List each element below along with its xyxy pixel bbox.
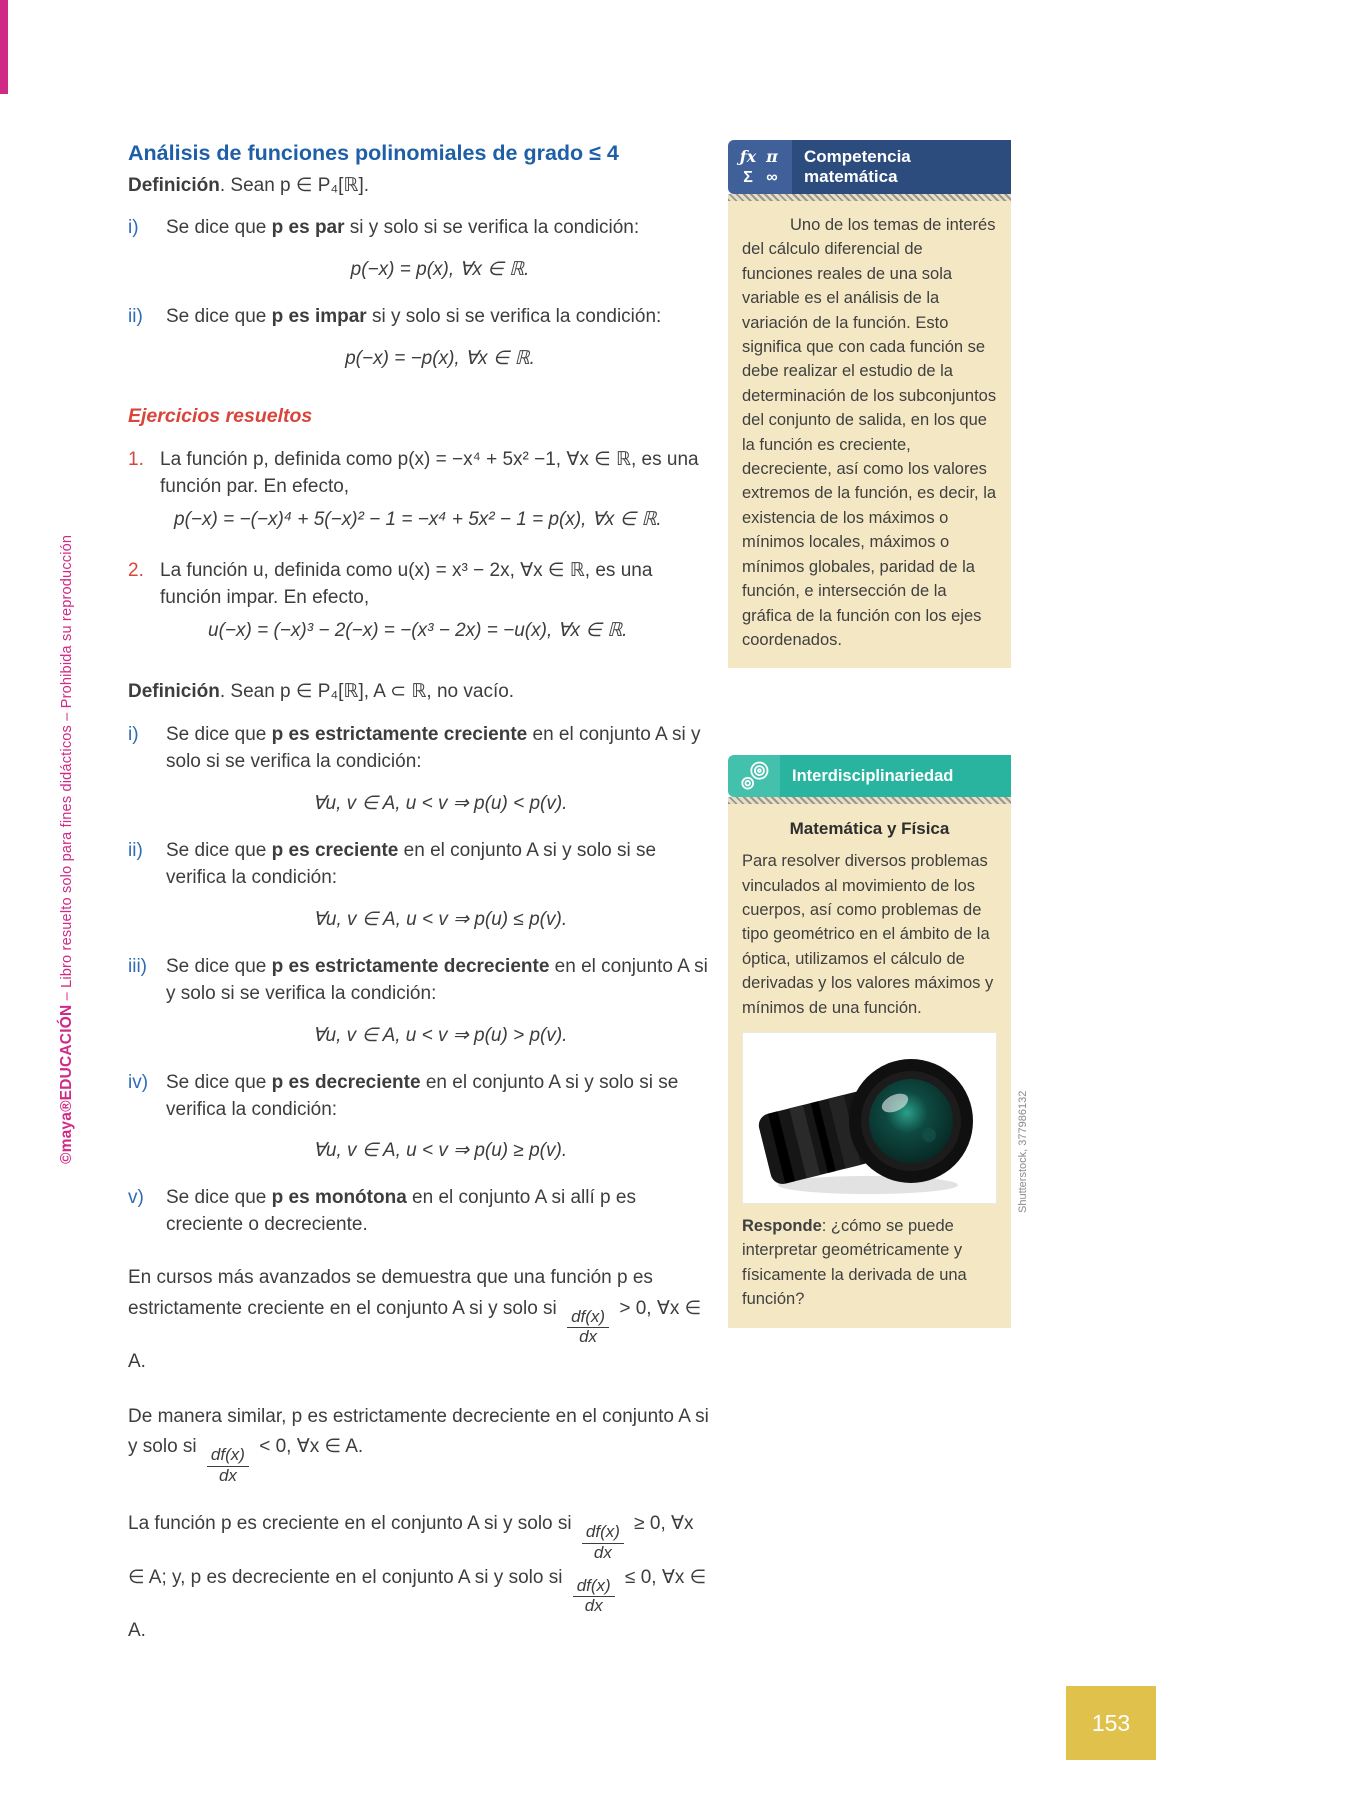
derivative-fraction — [567, 1308, 609, 1347]
list-item-monotony-iii — [128, 954, 714, 1054]
hatch-strip — [728, 797, 1011, 804]
bold-segment: p es creciente — [271, 839, 399, 861]
formula: ∀u, v ∈ A, u < v ⇒ p(u) > p(v). — [312, 1024, 568, 1046]
responde-paragraph — [742, 1214, 997, 1312]
item-text — [166, 722, 714, 776]
item-text — [166, 215, 714, 242]
exercises-heading: Ejercicios resueltos — [128, 405, 313, 428]
item-text — [166, 304, 714, 331]
copyright-sidenote — [58, 535, 76, 1164]
text-segment: Se dice que — [166, 306, 272, 328]
closing-paragraph-3 — [128, 1509, 714, 1646]
formula: p(−x) = −(−x)⁴ + 5(−x)² − 1 = −x⁴ + 5x² − 1 = p(x), ∀x ∈ ℝ. — [174, 508, 662, 530]
item-marker: i) — [128, 217, 139, 239]
interdisciplinariedad-header — [728, 755, 1011, 797]
text-segment: Se dice que — [166, 1187, 272, 1209]
list-item-monotony-v — [128, 1185, 714, 1239]
definition-text: . Sean p ∈ P₄[ℝ]. — [219, 174, 370, 196]
text-segment: en el conjunto A si allí p es creciente o decreciente. — [166, 1187, 636, 1236]
definition-label: Definición — [128, 174, 220, 196]
competencia-title — [792, 140, 1011, 194]
math-symbols-icon — [728, 140, 792, 194]
text-segment: En cursos más avanzados se demuestra que una función p es estrictamente creciente en el conjunto A si y solo si — [128, 1267, 653, 1319]
item-marker: i) — [128, 723, 139, 745]
list-item-monotony-i — [128, 722, 714, 822]
page-number: 153 — [1091, 1709, 1131, 1736]
exercise-number: 2. — [128, 559, 144, 581]
definition-1 — [128, 173, 714, 200]
copyright-text: – Libro resuelto solo para fines didácticos – Prohibida su reproducción — [59, 534, 75, 1005]
fraction-numerator: df(x) — [573, 1577, 615, 1598]
text-segment: Se dice que — [166, 723, 272, 745]
item-body — [166, 954, 714, 1054]
formula: ∀u, v ∈ A, u < v ⇒ p(u) ≥ p(v). — [312, 1140, 568, 1162]
exercise-number: 1. — [128, 449, 144, 471]
fraction-numerator: df(x) — [582, 1523, 624, 1544]
item-body — [166, 1185, 714, 1239]
interdisciplinariedad-title — [780, 755, 1011, 797]
exercise-1 — [128, 447, 714, 542]
item-text — [166, 1185, 714, 1239]
text-segment: Se dice que — [166, 955, 272, 977]
text-segment: La función p es creciente en el conjunto A si y solo si — [128, 1513, 577, 1535]
bold-segment: p es impar — [271, 306, 367, 328]
competencia-body — [728, 201, 1011, 668]
derivative-fraction — [207, 1446, 249, 1485]
title-line: Competencia — [804, 147, 911, 167]
item-marker: ii) — [128, 839, 143, 861]
competencia-text: Uno de los temas de interés del cálculo diferencial de funciones reales de una sola variable es el análisis de la variación de la función. Esto significa que con cada función se debe realizar el estudio de la determinación de los subconjuntos del conjunto de salida, en los que la función es creciente, decreciente, así como los valores extremos de la función, es decir, la existencia de los máximos o mínimos locales, máximos o mínimos globales, paridad de la función, e intersección de la gráfica de la función con los ejes coordenados. — [742, 216, 997, 649]
text-segment: ≤ 0, ∀x ∈ A. — [128, 1566, 707, 1642]
closing-paragraph-1 — [128, 1263, 714, 1377]
fraction-denominator: dx — [584, 1596, 603, 1616]
formula: ∀u, v ∈ A, u < v ⇒ p(u) ≤ p(v). — [312, 908, 568, 930]
item-marker: ii) — [128, 306, 143, 328]
fraction-denominator: dx — [579, 1327, 598, 1347]
item-text — [166, 838, 714, 892]
item-body — [166, 304, 714, 377]
main-column — [128, 138, 714, 1646]
text-segment: Se dice que — [166, 839, 272, 861]
interdisciplinariedad-body — [728, 804, 1011, 1328]
text-segment: < 0, ∀x ∈ A. — [253, 1435, 364, 1457]
item-marker: v) — [128, 1187, 144, 1209]
infinity-glyph: ∞ — [766, 169, 778, 187]
text-segment: en el conjunto A si y solo si se verifica la condición: — [166, 723, 701, 772]
interdis-text: Para resolver diversos problemas vinculados al movimiento de los cuerpos, así como problemas de tipo geométrico en el ámbito de la óptica, utilizamos el cálculo de derivadas y los valores máximos y mínimos de una función. — [742, 852, 994, 1017]
text-segment: ≥ 0, ∀x ∈ A; y, p es decreciente en el conjunto A si y solo si — [128, 1513, 694, 1588]
item-text — [166, 954, 714, 1008]
bold-segment: p es estrictamente decreciente — [271, 955, 550, 977]
fraction-numerator: df(x) — [567, 1308, 609, 1329]
sigma-glyph: Σ — [743, 169, 753, 187]
bold-segment: p es monótona — [271, 1187, 407, 1209]
text-segment: De manera similar, p es estrictamente decreciente en el conjunto A si y solo si — [128, 1405, 709, 1457]
interdis-subtitle: Matemática y Física — [789, 819, 950, 838]
item-body — [166, 215, 714, 288]
item-body — [166, 838, 714, 938]
definition-text: . Sean p ∈ P₄[ℝ], A ⊂ ℝ, no vacío. — [219, 680, 515, 702]
responde-label: Responde — [742, 1217, 822, 1235]
interdisciplinariedad-box — [728, 755, 1011, 1328]
formula: p(−x) = −p(x), ∀x ∈ ℝ. — [345, 348, 535, 370]
definition-2 — [128, 679, 714, 706]
formula: p(−x) = p(x), ∀x ∈ ℝ. — [350, 259, 530, 281]
corner-accent-bar — [0, 0, 8, 94]
publisher-logo: ©maya®EDUCACIÓN — [58, 1004, 75, 1164]
fraction-denominator: dx — [593, 1543, 612, 1562]
concentric-circles-icon — [728, 755, 780, 797]
title-line: Interdisciplinariedad — [792, 766, 954, 785]
text-segment: Se dice que — [166, 1071, 272, 1093]
section-title: Análisis de funciones polinomiales de grado ≤ 4 — [128, 141, 619, 165]
pi-glyph: π — [766, 146, 778, 166]
text-segment: en el conjunto A si y solo si se verifica la condición: — [166, 839, 657, 888]
text-segment: Se dice que — [166, 217, 272, 239]
bold-segment: p es decreciente — [271, 1071, 421, 1093]
bold-segment: p es par — [271, 217, 345, 239]
item-marker: iv) — [128, 1071, 149, 1093]
page-number-badge — [1066, 1686, 1156, 1760]
fraction-numerator: df(x) — [207, 1446, 249, 1467]
item-marker: iii) — [128, 955, 147, 977]
text-segment: si y solo si se verifica la condición: — [344, 217, 640, 239]
camera-lens-photo — [742, 1032, 997, 1204]
closing-paragraph-2 — [128, 1402, 714, 1486]
hatch-strip — [728, 194, 1011, 201]
competencia-header — [728, 140, 1011, 194]
list-item-parity-i — [128, 215, 714, 288]
exercise-2 — [128, 558, 714, 653]
item-body — [160, 558, 714, 653]
list-item-monotony-ii — [128, 838, 714, 938]
fx-glyph: ƒx — [739, 146, 757, 166]
exercise-text: La función p, definida como p(x) = −x⁴ + 5x² −1, ∀x ∈ ℝ, es una función par. En efecto, — [160, 449, 699, 498]
formula: u(−x) = (−x)³ − 2(−x) = −(x³ − 2x) = −u(x), ∀x ∈ ℝ. — [208, 619, 628, 641]
text-segment: en el conjunto A si y solo si se verifica la condición: — [166, 1071, 679, 1120]
responde-text: : ¿cómo se puede interpretar geométricamente y físicamente la derivada de una función? — [742, 1217, 967, 1309]
text-segment: si y solo si se verifica la condición: — [366, 306, 662, 328]
bold-segment: p es estrictamente creciente — [271, 723, 528, 745]
item-body — [166, 722, 714, 822]
derivative-fraction — [582, 1523, 624, 1562]
definition-label: Definición — [128, 680, 220, 702]
item-text — [166, 1070, 714, 1124]
item-body — [160, 447, 714, 542]
text-segment: en el conjunto A si y solo si se verifica la condición: — [166, 955, 708, 1004]
exercise-text: La función u, definida como u(x) = x³ − 2x, ∀x ∈ ℝ, es una función impar. En efecto, — [160, 559, 653, 608]
photo-credit: Shutterstock, 377986132 — [1017, 1090, 1029, 1213]
list-item-monotony-iv — [128, 1070, 714, 1170]
title-line: matemática — [804, 167, 898, 186]
item-body — [166, 1070, 714, 1170]
derivative-fraction — [573, 1577, 615, 1616]
fraction-denominator: dx — [218, 1465, 237, 1485]
formula: ∀u, v ∈ A, u < v ⇒ p(u) < p(v). — [312, 792, 568, 814]
list-item-parity-ii — [128, 304, 714, 377]
text-segment: > 0, ∀x ∈ A. — [128, 1297, 702, 1373]
competencia-box — [728, 140, 1011, 668]
